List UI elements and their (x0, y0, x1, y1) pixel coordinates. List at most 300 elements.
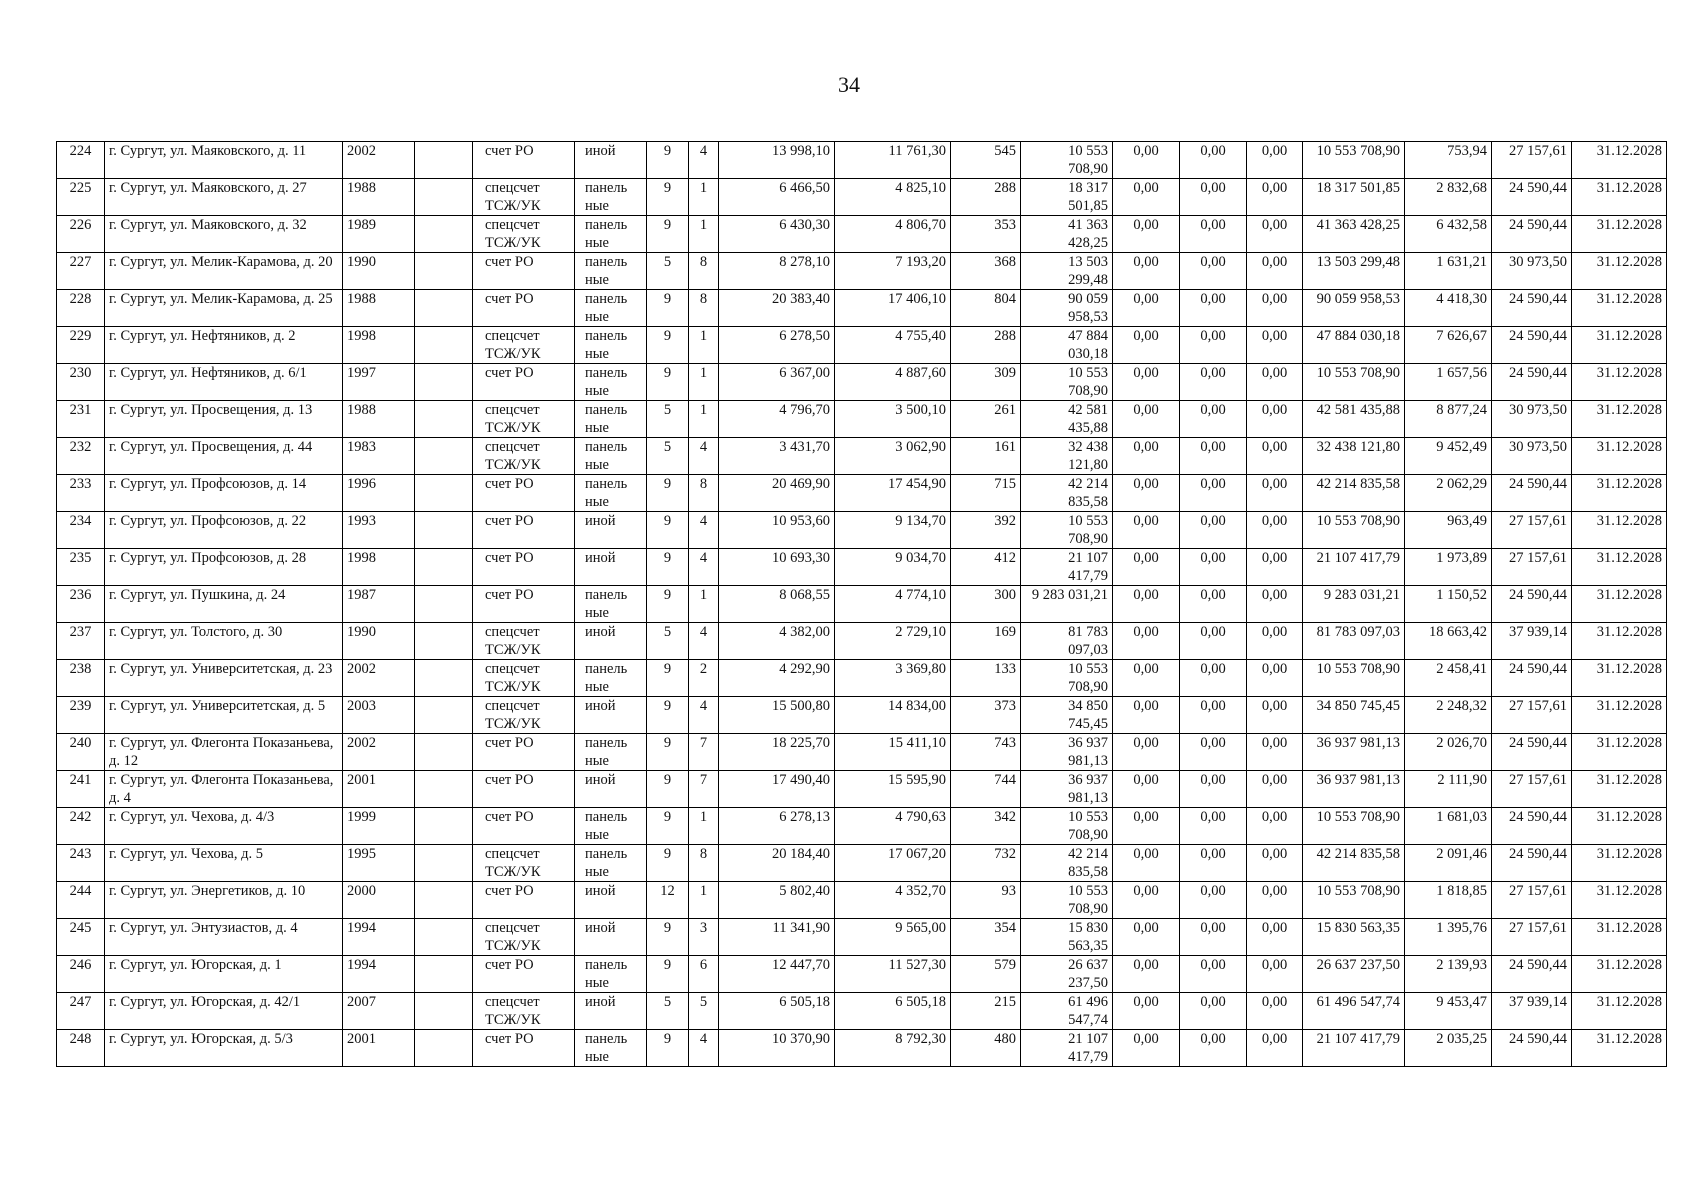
cell-fund-federal: 0,00 (1113, 142, 1180, 179)
cell-empty-cell (415, 993, 473, 1030)
cell-year-built: 1998 (343, 549, 415, 586)
cell-total-area: 4 382,00 (719, 623, 835, 660)
cell-unit-cost: 963,49 (1405, 512, 1492, 549)
cell-fund-federal: 0,00 (1113, 845, 1180, 882)
cell-owners-funds: 81 783 097,03 (1303, 623, 1405, 660)
cell-cost-total: 34 850 745,45 (1021, 697, 1113, 734)
cell-fund-federal: 0,00 (1113, 512, 1180, 549)
cell-completion-date: 31.12.2028 (1572, 512, 1667, 549)
cell-unit-cost: 1 818,85 (1405, 882, 1492, 919)
cell-cost-total: 18 317 501,85 (1021, 179, 1113, 216)
cell-entrances: 1 (689, 586, 719, 623)
cell-fund-local: 0,00 (1247, 623, 1303, 660)
cell-residents: 412 (951, 549, 1021, 586)
cell-living-area: 3 500,10 (835, 401, 951, 438)
cell-fund-regional: 0,00 (1180, 808, 1247, 845)
cell-owners-funds: 10 553 708,90 (1303, 512, 1405, 549)
cell-living-area: 17 067,20 (835, 845, 951, 882)
cell-residents: 300 (951, 586, 1021, 623)
page-number: 34 (838, 72, 860, 97)
cell-fund-local: 0,00 (1247, 660, 1303, 697)
cell-owners-funds: 10 553 708,90 (1303, 142, 1405, 179)
cell-fund-regional: 0,00 (1180, 586, 1247, 623)
table-row (57, 660, 1667, 697)
table-row (57, 290, 1667, 327)
cell-owners-funds: 61 496 547,74 (1303, 993, 1405, 1030)
cell-fund-federal: 0,00 (1113, 364, 1180, 401)
cell-fund-local: 0,00 (1247, 845, 1303, 882)
cell-address: г. Сургут, ул. Маяковского, д. 11 (105, 142, 343, 179)
cell-unit-cost: 7 626,67 (1405, 327, 1492, 364)
cell-cost-total: 21 107 417,79 (1021, 1030, 1113, 1067)
cell-fund-local: 0,00 (1247, 475, 1303, 512)
cell-address: г. Сургут, ул. Маяковского, д. 32 (105, 216, 343, 253)
cell-owners-funds: 13 503 299,48 (1303, 253, 1405, 290)
cell-address: г. Сургут, ул. Пушкина, д. 24 (105, 586, 343, 623)
cell-wall-material: панель ные (575, 438, 647, 475)
cell-owners-funds: 10 553 708,90 (1303, 660, 1405, 697)
cell-total-area: 20 383,40 (719, 290, 835, 327)
cell-year-built: 2000 (343, 882, 415, 919)
cell-fund-regional: 0,00 (1180, 771, 1247, 808)
cell-residents: 480 (951, 1030, 1021, 1067)
cell-residents: 743 (951, 734, 1021, 771)
cell-completion-date: 31.12.2028 (1572, 734, 1667, 771)
cell-year-built: 1988 (343, 179, 415, 216)
cell-fund-local: 0,00 (1247, 253, 1303, 290)
cell-unit-cost: 2 091,46 (1405, 845, 1492, 882)
cell-row-number: 232 (57, 438, 105, 475)
cell-residents: 354 (951, 919, 1021, 956)
cell-year-built: 1995 (343, 845, 415, 882)
cell-fund-local: 0,00 (1247, 438, 1303, 475)
cell-row-number: 242 (57, 808, 105, 845)
cell-fund-federal: 0,00 (1113, 401, 1180, 438)
cell-completion-date: 31.12.2028 (1572, 919, 1667, 956)
cell-cost-total: 15 830 563,35 (1021, 919, 1113, 956)
cell-total-area: 4 796,70 (719, 401, 835, 438)
cell-completion-date: 31.12.2028 (1572, 253, 1667, 290)
cell-year-built: 1994 (343, 956, 415, 993)
cell-account-type: счет РО (473, 882, 575, 919)
cell-limit-cost: 24 590,44 (1492, 327, 1572, 364)
cell-living-area: 4 774,10 (835, 586, 951, 623)
cell-cost-total: 10 553 708,90 (1021, 512, 1113, 549)
cell-year-built: 2001 (343, 771, 415, 808)
cell-entrances: 8 (689, 475, 719, 512)
cell-entrances: 8 (689, 253, 719, 290)
cell-fund-local: 0,00 (1247, 993, 1303, 1030)
cell-fund-regional: 0,00 (1180, 697, 1247, 734)
table-row (57, 808, 1667, 845)
cell-completion-date: 31.12.2028 (1572, 179, 1667, 216)
cell-floors: 9 (647, 216, 689, 253)
cell-row-number: 225 (57, 179, 105, 216)
cell-empty-cell (415, 586, 473, 623)
cell-completion-date: 31.12.2028 (1572, 697, 1667, 734)
cell-fund-federal: 0,00 (1113, 179, 1180, 216)
cell-completion-date: 31.12.2028 (1572, 1030, 1667, 1067)
cell-account-type: спецсчет ТСЖ/УК (473, 401, 575, 438)
cell-entrances: 1 (689, 179, 719, 216)
cell-floors: 9 (647, 290, 689, 327)
cell-empty-cell (415, 438, 473, 475)
cell-completion-date: 31.12.2028 (1572, 771, 1667, 808)
cell-total-area: 10 693,30 (719, 549, 835, 586)
cell-fund-local: 0,00 (1247, 401, 1303, 438)
table-row (57, 919, 1667, 956)
cell-fund-local: 0,00 (1247, 290, 1303, 327)
cell-entrances: 1 (689, 401, 719, 438)
table-row (57, 771, 1667, 808)
cell-limit-cost: 24 590,44 (1492, 586, 1572, 623)
cell-empty-cell (415, 364, 473, 401)
cell-fund-regional: 0,00 (1180, 475, 1247, 512)
cell-living-area: 11 527,30 (835, 956, 951, 993)
cell-entrances: 4 (689, 1030, 719, 1067)
cell-row-number: 237 (57, 623, 105, 660)
cell-living-area: 17 454,90 (835, 475, 951, 512)
cell-entrances: 1 (689, 327, 719, 364)
cell-owners-funds: 9 283 031,21 (1303, 586, 1405, 623)
cell-fund-federal: 0,00 (1113, 549, 1180, 586)
cell-fund-regional: 0,00 (1180, 142, 1247, 179)
cell-year-built: 2007 (343, 993, 415, 1030)
cell-completion-date: 31.12.2028 (1572, 808, 1667, 845)
cell-year-built: 2002 (343, 142, 415, 179)
cell-account-type: спецсчет ТСЖ/УК (473, 327, 575, 364)
cell-account-type: спецсчет ТСЖ/УК (473, 623, 575, 660)
cell-row-number: 224 (57, 142, 105, 179)
cell-account-type: счет РО (473, 290, 575, 327)
cell-floors: 9 (647, 919, 689, 956)
cell-address: г. Сургут, ул. Чехова, д. 5 (105, 845, 343, 882)
cell-row-number: 227 (57, 253, 105, 290)
cell-floors: 9 (647, 586, 689, 623)
cell-fund-regional: 0,00 (1180, 623, 1247, 660)
cell-residents: 215 (951, 993, 1021, 1030)
cell-fund-local: 0,00 (1247, 216, 1303, 253)
cell-fund-federal: 0,00 (1113, 771, 1180, 808)
cell-entrances: 7 (689, 771, 719, 808)
cell-limit-cost: 24 590,44 (1492, 845, 1572, 882)
cell-total-area: 10 370,90 (719, 1030, 835, 1067)
cell-floors: 9 (647, 660, 689, 697)
cell-wall-material: панель ные (575, 364, 647, 401)
cell-cost-total: 26 637 237,50 (1021, 956, 1113, 993)
cell-floors: 9 (647, 956, 689, 993)
cell-empty-cell (415, 734, 473, 771)
cell-cost-total: 32 438 121,80 (1021, 438, 1113, 475)
cell-address: г. Сургут, ул. Флегонта Показаньева, д. 4 (105, 771, 343, 808)
cell-living-area: 2 729,10 (835, 623, 951, 660)
cell-fund-regional: 0,00 (1180, 956, 1247, 993)
cell-owners-funds: 47 884 030,18 (1303, 327, 1405, 364)
cell-limit-cost: 27 157,61 (1492, 882, 1572, 919)
cell-floors: 9 (647, 734, 689, 771)
cell-fund-regional: 0,00 (1180, 253, 1247, 290)
cell-row-number: 240 (57, 734, 105, 771)
cell-unit-cost: 4 418,30 (1405, 290, 1492, 327)
cell-account-type: счет РО (473, 808, 575, 845)
cell-cost-total: 42 214 835,58 (1021, 475, 1113, 512)
cell-residents: 288 (951, 327, 1021, 364)
cell-total-area: 6 278,13 (719, 808, 835, 845)
cell-unit-cost: 1 973,89 (1405, 549, 1492, 586)
cell-residents: 545 (951, 142, 1021, 179)
cell-entrances: 4 (689, 549, 719, 586)
table-row (57, 438, 1667, 475)
cell-completion-date: 31.12.2028 (1572, 845, 1667, 882)
cell-fund-local: 0,00 (1247, 142, 1303, 179)
cell-residents: 342 (951, 808, 1021, 845)
cell-row-number: 247 (57, 993, 105, 1030)
cell-total-area: 8 278,10 (719, 253, 835, 290)
cell-address: г. Сургут, ул. Энтузиастов, д. 4 (105, 919, 343, 956)
cell-year-built: 2002 (343, 660, 415, 697)
cell-floors: 9 (647, 364, 689, 401)
cell-address: г. Сургут, ул. Маяковского, д. 27 (105, 179, 343, 216)
cell-year-built: 1990 (343, 253, 415, 290)
cell-wall-material: панель ные (575, 475, 647, 512)
cell-cost-total: 42 214 835,58 (1021, 845, 1113, 882)
cell-completion-date: 31.12.2028 (1572, 364, 1667, 401)
cell-fund-regional: 0,00 (1180, 216, 1247, 253)
cell-wall-material: иной (575, 549, 647, 586)
cell-empty-cell (415, 512, 473, 549)
cell-fund-federal: 0,00 (1113, 697, 1180, 734)
cell-account-type: счет РО (473, 956, 575, 993)
cell-address: г. Сургут, ул. Профсоюзов, д. 28 (105, 549, 343, 586)
cell-address: г. Сургут, ул. Югорская, д. 42/1 (105, 993, 343, 1030)
cell-row-number: 245 (57, 919, 105, 956)
cell-limit-cost: 37 939,14 (1492, 993, 1572, 1030)
cell-limit-cost: 27 157,61 (1492, 549, 1572, 586)
cell-fund-federal: 0,00 (1113, 290, 1180, 327)
cell-fund-federal: 0,00 (1113, 808, 1180, 845)
cell-row-number: 244 (57, 882, 105, 919)
cell-residents: 309 (951, 364, 1021, 401)
cell-row-number: 238 (57, 660, 105, 697)
cell-living-area: 4 352,70 (835, 882, 951, 919)
cell-total-area: 6 278,50 (719, 327, 835, 364)
cell-owners-funds: 90 059 958,53 (1303, 290, 1405, 327)
cell-floors: 9 (647, 475, 689, 512)
cell-fund-regional: 0,00 (1180, 1030, 1247, 1067)
cell-floors: 9 (647, 697, 689, 734)
cell-owners-funds: 36 937 981,13 (1303, 771, 1405, 808)
cell-fund-regional: 0,00 (1180, 512, 1247, 549)
cell-address: г. Сургут, ул. Югорская, д. 1 (105, 956, 343, 993)
table-row (57, 993, 1667, 1030)
cell-limit-cost: 30 973,50 (1492, 253, 1572, 290)
cell-row-number: 231 (57, 401, 105, 438)
cell-residents: 744 (951, 771, 1021, 808)
cell-total-area: 6 505,18 (719, 993, 835, 1030)
table-row (57, 623, 1667, 660)
cell-row-number: 229 (57, 327, 105, 364)
cell-residents: 804 (951, 290, 1021, 327)
table-row (57, 179, 1667, 216)
cell-residents: 715 (951, 475, 1021, 512)
cell-row-number: 243 (57, 845, 105, 882)
cell-floors: 5 (647, 253, 689, 290)
cell-completion-date: 31.12.2028 (1572, 475, 1667, 512)
cell-total-area: 6 430,30 (719, 216, 835, 253)
cell-cost-total: 10 553 708,90 (1021, 660, 1113, 697)
cell-entrances: 8 (689, 845, 719, 882)
cell-wall-material: иной (575, 623, 647, 660)
cell-year-built: 1996 (343, 475, 415, 512)
cell-cost-total: 36 937 981,13 (1021, 771, 1113, 808)
cell-living-area: 4 806,70 (835, 216, 951, 253)
cell-floors: 5 (647, 993, 689, 1030)
cell-limit-cost: 24 590,44 (1492, 364, 1572, 401)
cell-empty-cell (415, 401, 473, 438)
cell-row-number: 248 (57, 1030, 105, 1067)
table-row (57, 734, 1667, 771)
cell-unit-cost: 18 663,42 (1405, 623, 1492, 660)
cell-wall-material: панель ные (575, 401, 647, 438)
cell-living-area: 9 565,00 (835, 919, 951, 956)
cell-address: г. Сургут, ул. Энергетиков, д. 10 (105, 882, 343, 919)
cell-wall-material: панель ные (575, 1030, 647, 1067)
cell-account-type: спецсчет ТСЖ/УК (473, 216, 575, 253)
cell-fund-local: 0,00 (1247, 956, 1303, 993)
table-row (57, 475, 1667, 512)
cell-total-area: 11 341,90 (719, 919, 835, 956)
cell-unit-cost: 2 026,70 (1405, 734, 1492, 771)
cell-total-area: 20 469,90 (719, 475, 835, 512)
cell-empty-cell (415, 253, 473, 290)
cell-entrances: 4 (689, 623, 719, 660)
cell-cost-total: 9 283 031,21 (1021, 586, 1113, 623)
cell-account-type: счет РО (473, 253, 575, 290)
cell-fund-federal: 0,00 (1113, 993, 1180, 1030)
cell-limit-cost: 24 590,44 (1492, 179, 1572, 216)
cell-wall-material: иной (575, 919, 647, 956)
cell-account-type: счет РО (473, 586, 575, 623)
cell-living-area: 4 790,63 (835, 808, 951, 845)
cell-cost-total: 10 553 708,90 (1021, 808, 1113, 845)
cell-living-area: 11 761,30 (835, 142, 951, 179)
cell-owners-funds: 42 214 835,58 (1303, 845, 1405, 882)
cell-account-type: спецсчет ТСЖ/УК (473, 993, 575, 1030)
cell-empty-cell (415, 549, 473, 586)
cell-fund-local: 0,00 (1247, 364, 1303, 401)
cell-account-type: счет РО (473, 1030, 575, 1067)
cell-total-area: 13 998,10 (719, 142, 835, 179)
cell-cost-total: 47 884 030,18 (1021, 327, 1113, 364)
cell-cost-total: 41 363 428,25 (1021, 216, 1113, 253)
cell-wall-material: панель ные (575, 808, 647, 845)
cell-fund-local: 0,00 (1247, 1030, 1303, 1067)
cell-wall-material: панель ные (575, 290, 647, 327)
cell-account-type: спецсчет ТСЖ/УК (473, 438, 575, 475)
cell-unit-cost: 2 832,68 (1405, 179, 1492, 216)
cell-empty-cell (415, 697, 473, 734)
cell-unit-cost: 8 877,24 (1405, 401, 1492, 438)
cell-total-area: 20 184,40 (719, 845, 835, 882)
cell-completion-date: 31.12.2028 (1572, 993, 1667, 1030)
cell-residents: 261 (951, 401, 1021, 438)
cell-total-area: 5 802,40 (719, 882, 835, 919)
cell-unit-cost: 1 681,03 (1405, 808, 1492, 845)
cell-residents: 732 (951, 845, 1021, 882)
cell-wall-material: панель ные (575, 179, 647, 216)
cell-limit-cost: 27 157,61 (1492, 919, 1572, 956)
cell-unit-cost: 9 452,49 (1405, 438, 1492, 475)
cell-residents: 161 (951, 438, 1021, 475)
cell-entrances: 4 (689, 142, 719, 179)
cell-floors: 5 (647, 438, 689, 475)
table-body (57, 142, 1667, 1067)
cell-cost-total: 10 553 708,90 (1021, 364, 1113, 401)
cell-year-built: 1994 (343, 919, 415, 956)
cell-fund-regional: 0,00 (1180, 845, 1247, 882)
cell-floors: 9 (647, 771, 689, 808)
cell-residents: 579 (951, 956, 1021, 993)
cell-completion-date: 31.12.2028 (1572, 401, 1667, 438)
cell-owners-funds: 10 553 708,90 (1303, 364, 1405, 401)
cell-total-area: 8 068,55 (719, 586, 835, 623)
cell-entrances: 4 (689, 697, 719, 734)
cell-limit-cost: 37 939,14 (1492, 623, 1572, 660)
cell-row-number: 239 (57, 697, 105, 734)
cell-year-built: 1993 (343, 512, 415, 549)
cell-residents: 169 (951, 623, 1021, 660)
cell-wall-material: иной (575, 142, 647, 179)
cell-living-area: 3 062,90 (835, 438, 951, 475)
cell-empty-cell (415, 475, 473, 512)
cell-cost-total: 90 059 958,53 (1021, 290, 1113, 327)
cell-entrances: 1 (689, 364, 719, 401)
cell-entrances: 4 (689, 512, 719, 549)
cell-completion-date: 31.12.2028 (1572, 586, 1667, 623)
cell-wall-material: панель ные (575, 586, 647, 623)
cell-fund-local: 0,00 (1247, 771, 1303, 808)
cell-wall-material: панель ные (575, 253, 647, 290)
cell-living-area: 15 595,90 (835, 771, 951, 808)
cell-owners-funds: 32 438 121,80 (1303, 438, 1405, 475)
cell-address: г. Сургут, ул. Просвещения, д. 44 (105, 438, 343, 475)
table-row (57, 586, 1667, 623)
cell-account-type: счет РО (473, 512, 575, 549)
cell-fund-local: 0,00 (1247, 179, 1303, 216)
table-row (57, 253, 1667, 290)
cell-fund-federal: 0,00 (1113, 623, 1180, 660)
cell-residents: 392 (951, 512, 1021, 549)
cell-living-area: 3 369,80 (835, 660, 951, 697)
cell-residents: 133 (951, 660, 1021, 697)
cell-owners-funds: 10 553 708,90 (1303, 808, 1405, 845)
cell-year-built: 1990 (343, 623, 415, 660)
cell-fund-regional: 0,00 (1180, 290, 1247, 327)
cell-owners-funds: 42 581 435,88 (1303, 401, 1405, 438)
cell-row-number: 226 (57, 216, 105, 253)
cell-limit-cost: 27 157,61 (1492, 512, 1572, 549)
cell-unit-cost: 6 432,58 (1405, 216, 1492, 253)
cell-total-area: 15 500,80 (719, 697, 835, 734)
cell-fund-federal: 0,00 (1113, 956, 1180, 993)
cell-living-area: 4 887,60 (835, 364, 951, 401)
cell-floors: 9 (647, 179, 689, 216)
cell-year-built: 1983 (343, 438, 415, 475)
cell-limit-cost: 24 590,44 (1492, 808, 1572, 845)
cell-fund-federal: 0,00 (1113, 734, 1180, 771)
table-row (57, 549, 1667, 586)
cell-fund-federal: 0,00 (1113, 327, 1180, 364)
